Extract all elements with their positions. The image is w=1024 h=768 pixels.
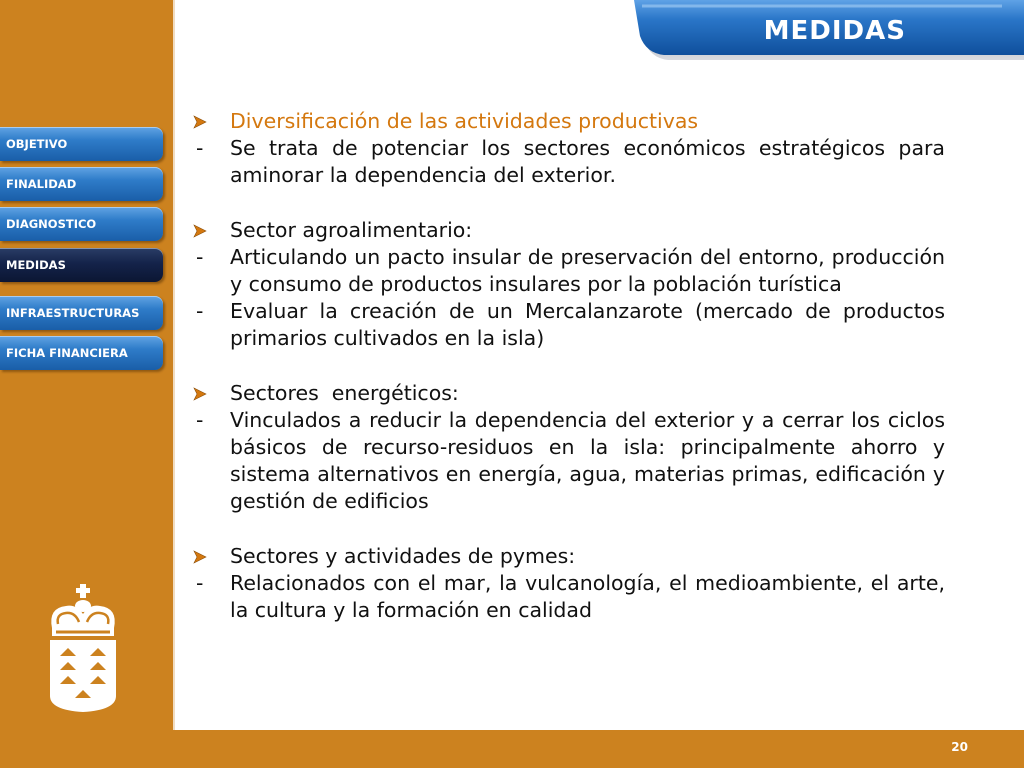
dash-bullet: - — [196, 299, 204, 324]
section-heading-text: Sector agroalimentario: — [230, 217, 473, 242]
section-heading-text: Sectores energéticos: — [230, 380, 459, 405]
arrow-bullet-icon — [193, 224, 207, 238]
dash-bullet: - — [196, 244, 204, 269]
header-tab — [632, 0, 1024, 60]
crown-shield-icon — [46, 584, 120, 714]
arrow-bullet-icon — [193, 115, 207, 129]
nav-button-ficha-financiera[interactable]: FICHA FINANCIERA — [0, 336, 163, 370]
nav-button-medidas[interactable]: MEDIDAS — [0, 248, 163, 282]
list-item — [193, 570, 945, 624]
list-item — [193, 244, 945, 298]
arrow-bullet-icon — [193, 550, 207, 564]
dash-bullet: - — [196, 136, 204, 161]
section-heading — [193, 108, 945, 135]
sidebar-edge — [173, 0, 175, 730]
page-number: 20 — [951, 740, 968, 754]
coat-of-arms-logo — [46, 584, 120, 714]
list-item-text: Evaluar la creación de un Mercalanzarote (mercado de productos primarios cultivados en la isla) — [230, 299, 945, 351]
page-title: MEDIDAS — [763, 16, 906, 46]
list-item — [193, 298, 945, 352]
nav-button-finalidad[interactable]: FINALIDAD — [0, 167, 163, 201]
list-item-text: Relacionados con el mar, la vulcanología, el medioambiente, el arte, la cultura y la formación en calidad — [230, 570, 945, 623]
main-content — [193, 108, 945, 624]
arrow-bullet-icon — [193, 387, 207, 401]
section-heading — [193, 380, 945, 407]
list-item-text: Se trata de potenciar los sectores económicos estratégicos para aminorar la dependencia del exterior. — [230, 136, 945, 188]
list-item-text: Articulando un pacto insular de preservación del entorno, producción y consumo de productos insulares por la población turística — [230, 244, 945, 297]
dash-bullet: - — [196, 570, 204, 595]
section-heading-text: Diversificación de las actividades productivas — [230, 109, 699, 133]
nav-button-objetivo[interactable]: OBJETIVO — [0, 127, 163, 161]
dash-bullet: - — [196, 407, 204, 432]
list-item-text: Vinculados a reducir la dependencia del exterior y a cerrar los ciclos básicos de recurso-residuos en la isla: principalmente ahorro y sistema alternativos en energía, agua, materias primas, edificación y gestión de edificios — [230, 407, 945, 514]
section-heading-text: Sectores y actividades de pymes: — [230, 543, 576, 568]
list-item — [193, 135, 945, 189]
nav-button-diagnostico[interactable]: DIAGNOSTICO — [0, 207, 163, 241]
section-heading — [193, 543, 945, 570]
section-heading — [193, 217, 945, 244]
footer-bar — [0, 730, 1024, 768]
nav-button-infraestructuras[interactable]: INFRAESTRUCTURAS — [0, 296, 163, 330]
list-item — [193, 407, 945, 516]
